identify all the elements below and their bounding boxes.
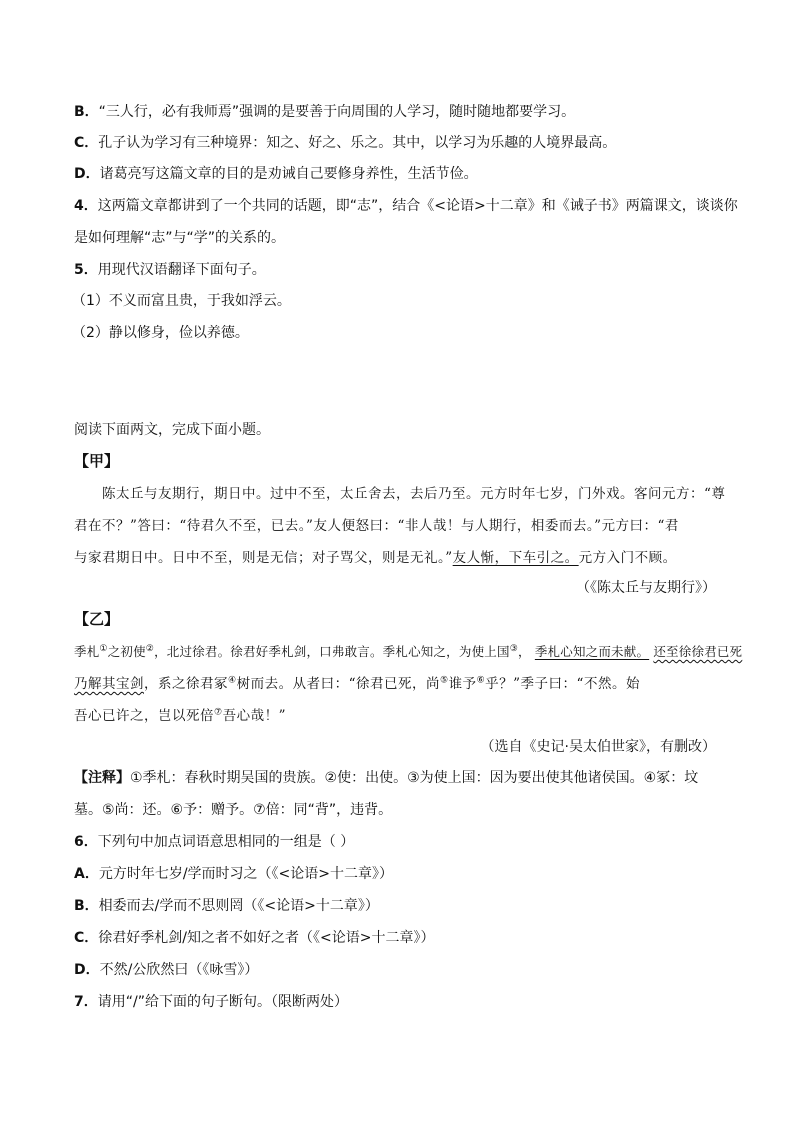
question-5-sub1: （1）不义而富且贵，于我如浮云。 (72, 293, 291, 309)
question-5-sub2: （2）静以修身，俭以养德。 (72, 325, 249, 341)
passage-jia-line2: 君在不？”答曰：“待君久不至，已去。”友人便怒曰：“非人哉！与人期行，相委而去。”元方曰：“君 (74, 518, 679, 534)
question-6: 6．下列句中加点词语意思相同的一组是（ ） (74, 834, 355, 850)
option-b: B．“三人行，必有我师焉”强调的是要善于向周围的人学习，随时随地都要学习。 (74, 104, 576, 120)
passage-jia-line3: 与家君期日中。日中不至，则是无信；对子骂父，则是无礼。”友人惭，下车引之。元方入门不顾。 (74, 550, 677, 566)
question-7: 7．请用“/”给下面的句子断句。（限断两处） (74, 994, 348, 1010)
passage-yi-source: （选自《史记·吴太伯世家》，有删改） (480, 739, 716, 755)
passage-yi-line3: 吾心已许之，岂以死倍⑦吾心哉！” (74, 707, 286, 724)
passage-yi-line2: 乃解其宝剑，系之徐君冢④树而去。从者曰：“徐君已死，尚⑤谁予⑥乎？”季子曰：“不然。始 (74, 675, 640, 692)
passage-yi-label: 【乙】 (74, 610, 120, 628)
wavy-underlined-sentence: 还至徐徐君已死 (653, 644, 743, 659)
question-6-option-d: D．不然/公欣然曰（《咏雪》） (74, 962, 259, 978)
question-6-option-c: C．徐君好季札剑/知之者不如好之者（《<论语>十二章》） (74, 930, 435, 946)
underlined-sentence: 友人惭，下车引之。 (452, 550, 579, 566)
question-4-line2: 是如何理解“志”与“学”的关系的。 (74, 230, 286, 246)
question-6-option-b: B．相委而去/学而不思则罔（《<论语>十二章》） (74, 898, 379, 914)
reading-intro: 阅读下面两文，完成下面小题。 (74, 422, 270, 438)
passage-yi-line1: 季札①之初使②，北过徐君。徐君好季札剑，口弗敢言。季札心知之，为使上国③， 季札心知之而未献。 还至徐徐君已死 (74, 643, 743, 659)
question-6-option-a: A．元方时年七岁/学而时习之（《<论语>十二章》） (74, 866, 394, 882)
question-4: 4．这两篇文章都讲到了一个共同的话题，即“志”，结合《<论语>十二章》和《诫子书》两篇课文，谈谈你 (74, 198, 738, 214)
notes-line1: 【注释】①季札：春秋时期吴国的贵族。②使：出使。③为使上国：因为要出使其他诸侯国。④冢：坟 (74, 770, 699, 786)
question-5: 5．用现代汉语翻译下面句子。 (74, 262, 266, 278)
notes-line2: 墓。⑤尚：还。⑥予：赠予。⑦倍：同“背”，违背。 (74, 802, 393, 818)
passage-jia-line1: 陈太丘与友期行，期日中。过中不至，太丘舍去，去后乃至。元方时年七岁，门外戏。客问元方：“尊 (102, 486, 726, 502)
option-d: D．诸葛亮写这篇文章的目的是劝诫自己要修身养性，生活节俭。 (74, 166, 478, 182)
wavy-underlined-sentence: 乃解其宝剑 (74, 676, 144, 692)
notes-label: 【注释】 (74, 770, 130, 786)
option-c: C．孔子认为学习有三种境界：知之、好之、乐之。其中，以学习为乐趣的人境界最高。 (74, 135, 617, 151)
underlined-sentence: 季札心知之而未献。 (534, 644, 650, 659)
passage-jia-source: （《陈太丘与友期行》） (576, 580, 716, 596)
passage-jia-label: 【甲】 (74, 452, 120, 470)
